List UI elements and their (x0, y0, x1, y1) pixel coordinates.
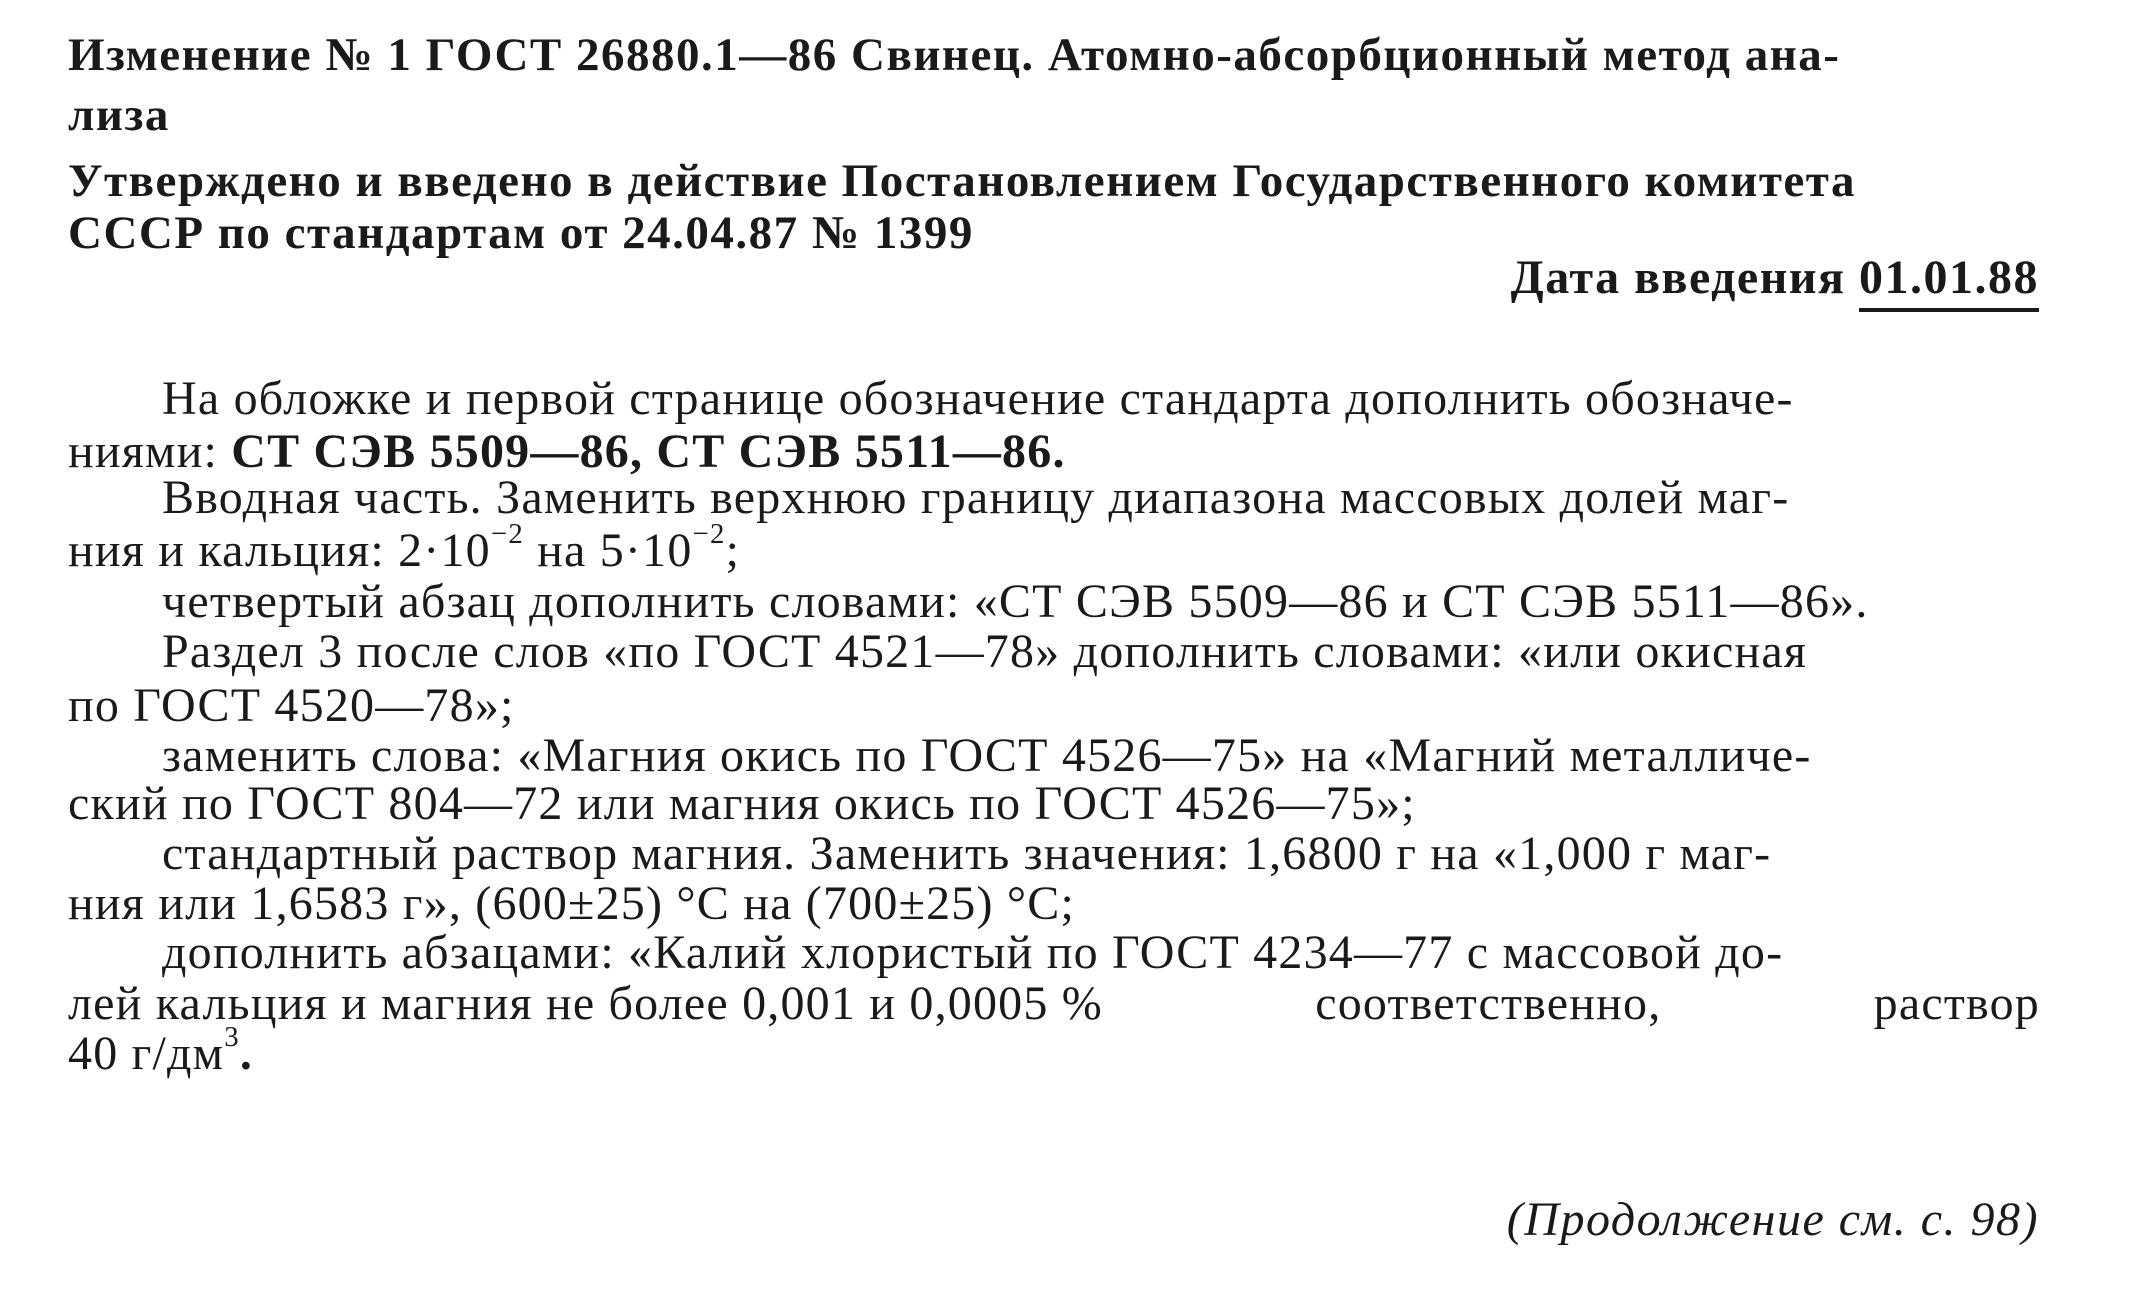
paragraph-2-line-2 (68, 517, 741, 577)
exponent-2: −2 (692, 517, 726, 550)
paragraph-6-line-2 (68, 877, 1076, 930)
title-line-2 (68, 89, 170, 141)
paragraph-2-text-2a: ния и кальция: 2·10 (68, 524, 491, 577)
approved-text-2: СССР по стандартам от 24.04.87 № 1399 (68, 207, 974, 259)
paragraph-5-text-2: ский по ГОСТ 804—72 или магния окись по ГОСТ 4526—75»; (68, 777, 1416, 830)
paragraph-2-text-2c: ; (725, 524, 741, 577)
approved-text-1: Утверждено и введено в действие Постановлением Государственного комитета (68, 155, 1856, 207)
paragraph-7-text-3b: . (239, 1027, 254, 1080)
paragraph-4-line-1 (162, 625, 1808, 678)
paragraph-7-text-3a: 40 г/дм (68, 1027, 225, 1080)
paragraph-7-line-1 (162, 926, 1784, 979)
paragraph-3-text-1: четвертый абзац дополнить словами: «СТ СЭВ 5509—86 и СТ СЭВ 5511—86». (162, 575, 1869, 628)
paragraph-7-text-2b: соответственно, (1315, 977, 1662, 1030)
title-text-1: Изменение № 1 ГОСТ 26880.1—86 Свинец. Атомно-абсорбционный метод ана- (68, 29, 1841, 81)
paragraph-1-line-2 (68, 425, 1066, 478)
paragraph-7-text-1: дополнить абзацами: «Калий хлористый по ГОСТ 4234—77 с массовой до- (162, 926, 1784, 979)
paragraph-4-line-2 (68, 679, 515, 732)
paragraph-4-text-1: Раздел 3 после слов «по ГОСТ 4521—78» дополнить словами: «или окисная (162, 625, 1808, 678)
paragraph-7-text-2c: раствор (1873, 977, 2040, 1030)
exponent-3: 3 (224, 1020, 240, 1053)
paragraph-4-text-2: по ГОСТ 4520—78»; (68, 679, 515, 732)
paragraph-6-text-1: стандартный раствор магния. Заменить значения: 1,6800 г на «1,000 г маг- (162, 827, 1772, 880)
paragraph-7-text-2a: лей кальция и магния не более 0,001 и 0,0005 % (68, 977, 1103, 1030)
approved-line-2 (68, 207, 974, 259)
approved-line-1 (68, 155, 1856, 207)
paragraph-3-line-1 (162, 575, 1869, 628)
paragraph-5-text-1: заменить слова: «Магния окись по ГОСТ 4526—75» на «Магний металличе- (162, 729, 1812, 782)
paragraph-2-text-2b: на 5·10 (523, 524, 693, 577)
paragraph-2-line-1 (162, 471, 1790, 524)
paragraph-6-line-1 (162, 827, 1772, 880)
standard-designations: СТ СЭВ 5509—86, СТ СЭВ 5511—86. (231, 425, 1066, 478)
title-line-1 (68, 29, 2040, 81)
introduction-date (1510, 251, 2039, 312)
paragraph-7-line-3 (68, 1020, 254, 1080)
title-text-2: лиза (68, 89, 170, 141)
paragraph-1-line-1 (162, 372, 1794, 425)
paragraph-7-line-2 (68, 977, 2040, 1030)
paragraph-2-text-1: Вводная часть. Заменить верхнюю границу диапазона массовых долей маг- (162, 471, 1790, 524)
paragraph-5-line-1 (162, 729, 1812, 782)
paragraph-5-line-2 (68, 777, 1416, 830)
continuation-note: (Продолжение см. с. 98) (1506, 1193, 2039, 1246)
date-value: 01.01.88 (1859, 254, 2039, 312)
date-label: Дата введения (1510, 251, 1846, 304)
exponent-1: −2 (490, 517, 524, 550)
paragraph-1-text-2a: ниями: (68, 425, 219, 478)
paragraph-6-text-2: ния или 1,6583 г», (600±25) °С на (700±25) °С; (68, 877, 1076, 930)
paragraph-1-text-1: На обложке и первой странице обозначение стандарта дополнить обозначе- (162, 372, 1794, 425)
